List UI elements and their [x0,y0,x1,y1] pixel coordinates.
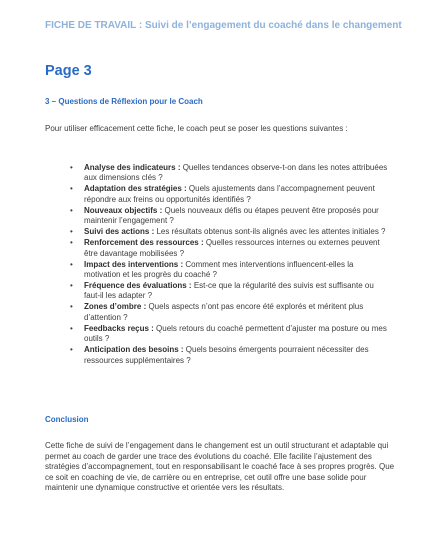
list-item [84,260,390,281]
question-term: Zones d’ombre : [84,302,147,312]
question-term: Renforcement des ressources : [84,238,204,248]
question-term: Analyse des indicateurs : [84,163,181,172]
question-text: Quels retours du coaché permettent d’ajuster ma posture ou mes outils ? [84,323,387,344]
page-heading: Page 3 [45,63,92,79]
question-text: Quelles tendances observe-t-on dans les notes attribuées aux dimensions clés ? [84,163,388,183]
question-text: Quels nouveaux défis ou étapes peuvent être proposés pour maintenir l’engagement ? [84,205,379,226]
section-intro: Pour utiliser efficacement cette fiche, le coach peut se poser les questions suivantes : [45,124,348,133]
question-term: Impact des interventions : [84,259,184,269]
conclusion-title: Conclusion [45,415,89,424]
document-header-title: FICHE DE TRAVAIL : Suivi de l’engagement du coaché dans le changement [45,20,402,31]
list-item [84,163,390,184]
question-term: Feedbacks reçus : [84,323,154,333]
section-title: 3 – Questions de Réflexion pour le Coach [45,97,203,106]
list-item [84,281,390,302]
list-item [84,324,390,345]
question-text: Quels aspects n’ont pas encore été explorés et méritent plus d’attention ? [84,302,364,322]
list-item [84,302,390,323]
question-text: Les résultats obtenus sont-ils alignés avec les attentes initiales ? [154,227,386,237]
list-item [84,227,390,237]
question-term: Nouveaux objectifs : [84,205,163,215]
question-text: Comment mes interventions influencent-elles la motivation et les progrès du coaché ? [84,259,354,280]
question-term: Anticipation des besoins : [84,345,184,355]
questions-list [84,163,390,367]
question-text: Quels ajustements dans l’accompagnement peuvent répondre aux freins ou opportunités identifiés ? [84,184,375,204]
list-item [84,345,390,366]
question-term: Suivi des actions : [84,227,155,237]
question-text: Quelles ressources internes ou externes peuvent être davantage mobilisées ? [84,238,380,258]
question-term: Adaptation des stratégies : [84,184,187,194]
question-term: Fréquence des évaluations : [84,281,192,291]
question-text: Quels besoins émergents pourraient nécessiter des ressources supplémentaires ? [84,345,369,365]
conclusion-text: Cette fiche de suivi de l’engagement dans le changement est un outil structurant et adaptable qui permet au coach de garder une trace des évolutions du coaché. Elle facilite l’ajustement des stratégies d’accompagnement, tout en responsabilisant le coaché face à ses propres progrès. Que ce soit en coaching de vie, de carrière ou en entreprise, cet outil offre une base solide pour maintenir une dynamique constructive et orientée vers les résultats. [45,441,395,492]
list-item [84,238,390,259]
list-item [84,184,390,205]
list-item [84,206,390,227]
question-text: Est-ce que la régularité des suivis est suffisante ou faut-il les adapter ? [84,281,374,301]
